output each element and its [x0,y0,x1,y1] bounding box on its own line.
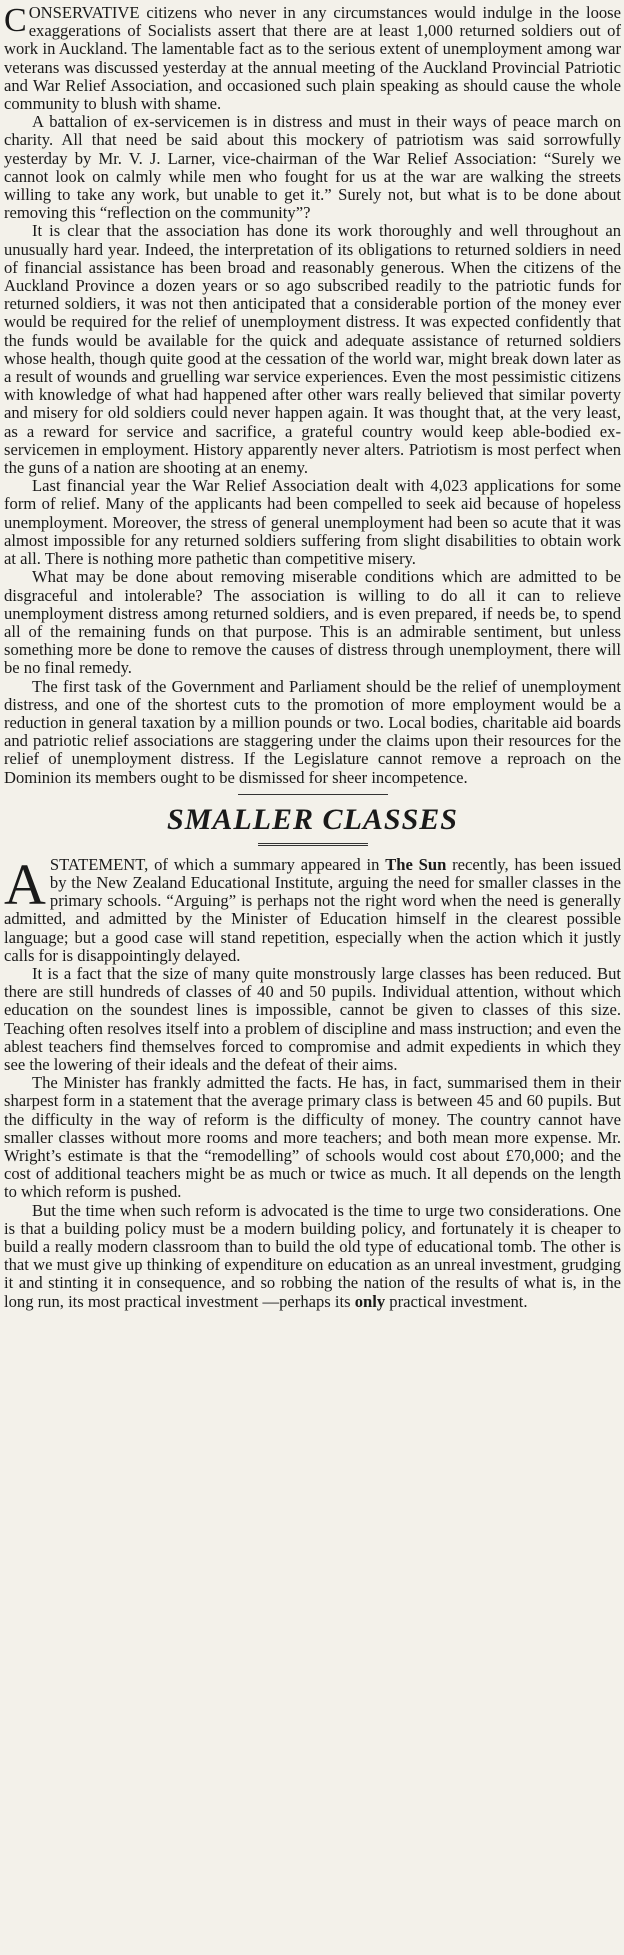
article2-p1-text-a: STATEMENT, of which a summary appeared in [49,854,386,874]
newspaper-name: The Sun [385,854,447,874]
article2-p4-text-b: practical investment. [385,1291,528,1311]
article1-p1-text: ONSERVATIVE citizens who never in any circumstances would indulge in the loose exaggerations of Socialists assert that there are at least 1,000 returned soldiers out of work in Auckland. The lamentable fact as to the serious extent of unemployment among war veterans was discussed yesterday at the annual meeting of the Auckland Provincial Patriotic and War Relief Association, and occasioned such plain speaking as should cause the whole community to blush with shame. [4,3,621,114]
dropcap-c: C [4,2,27,39]
editorial-smaller-classes [4,803,621,1311]
article1-paragraph-3: It is clear that the association has done its work thoroughly and well throughout an unusually hard year. Indeed, the interpretation of its obligations to returned soldiers in need of financial assistance has been broad and reasonably generous. When the citizens of the Auckland Province a dozen years or so ago subscribed readily to the patriotic funds for returned soldiers, it was not then anticipated that a considerable portion of the money ever would be required for the relief of unemployment distress. It was expected confidently that the funds would be available for the quick and adequate assistance of returned soldiers whose health, though quite good at the cessation of the world war, might break down later as a result of wounds and gruelling war service experiences. Even the most pessimistic citizens with knowledge of what had happened after other wars really believed that similar poverty and misery for old soldiers could never happen again. It was thought that, at the very least, as a reward for service and sacrifice, a grateful country would keep able-bodied ex-servicemen in employment. History apparently never alters. Patriotism is most perfect when the guns of a nation are shooting at an enemy. [4,221,621,478]
article2-paragraph-4 [4,1202,621,1311]
dropcap-a: A [4,851,46,917]
headline-smaller-classes: SMALLER CLASSES [167,802,458,836]
editorial-unemployment [4,4,621,787]
article1-paragraph-6: The first task of the Government and Parliament should be the relief of unemployment distress, and one of the shortest cuts to the promotion of more employment would be a reduction in general taxation by a million pounds or two. Local bodies, charitable aid boards and patriotic relief associations are staggering under the claims upon their resources for the relief of unemployment distress. If the Legislature cannot remove a reproach on the Dominion its members ought to be dismissed for sheer incompetence. [4,676,621,787]
article-separator [238,794,388,795]
article2-paragraph-3: The Minister has frankly admitted the facts. He has, in fact, summarised them in their sharpest form in a statement that the average primary class is between 45 and 60 pupils. But the difficulty in the way of reform is the difficulty of money. The country cannot have smaller classes without more rooms and more teachers; and both mean more expense. Mr. Wright’s estimate is that the “remodelling” of schools would cost about £70,000; and the cost of additional teachers might be as much or twice as much. It all depends on the length to which reform is pushed. [4,1073,621,1202]
article2-paragraph-2: It is a fact that the size of many quite monstrously large classes has been reduced. But there are still hundreds of classes of 40 and 50 pupils. Individual attention, without which education on the soundest lines is impossible, cannot be given to classes of this size. Teaching often resolves itself into a problem of discipline and mass instruction; and even the ablest teachers find themselves forced to compromise and admit expedients in which they see the lowering of their ideals and the defeat of their aims. [4,963,621,1074]
article2-paragraph-1 [4,851,621,965]
article2-p4-text-a: But the time when such reform is advocated is the time to urge two considerations. One is that a building policy must be a modern building policy, and fortunately it is cheaper to build a really modern classroom than to build the old type of educational tomb. The other is that we must give up thinking of expenditure on education as an unreal investment, grudging it and stinting it in consequence, and so robbing the nation of the results of what is, in the long run, its most practical investment —perhaps its [4,1200,621,1311]
headline-rule [258,843,368,846]
article1-paragraph-1 [4,4,621,113]
article1-paragraph-4: Last financial year the War Relief Association dealt with 4,023 applications for some form of relief. Many of the applicants had been compelled to seek aid because of hopeless unemployment. Moreover, the stress of general unemployment had been so acute that it was almost impossible for any returned soldiers suffering from slight disabilities to obtain work at all. There is nothing more pathetic than competitive misery. [4,476,621,569]
emphasis-only: only [354,1291,386,1311]
article1-paragraph-2: A battalion of ex-servicemen is in distress and must in their ways of peace march on charity. All that need be said about this mockery of patriotism was said sorrowfully yesterday by Mr. V. J. Larner, vice-chairman of the War Relief Association: “Surely we cannot look on calmly while men who fought for us at the war are walking the streets willing to take any work, but unable to get it.” Surely not, but what is to be done about removing this “reflection on the community”? [4,112,621,223]
article2-p1-text-b: recently, has been issued by the New Zealand Educational Institute, arguing the need for smaller classes in the primary schools. “Arguing” is perhaps not the right word when the need is generally admitted, and admitted by the Minister of Education himself in the clearest possible language; but a good case will stand repetition, especially when the action which it justly calls for is disappointingly delayed. [4,854,621,965]
article1-paragraph-5: What may be done about removing miserable conditions which are admitted to be disgraceful and intolerable? The association is willing to do all it can to relieve unemployment distress among returned soldiers, and is even prepared, if needs be, to spend all of the remaining funds on that purpose. This is an admirable sentiment, but unless something more be done to remove the causes of distress through unemployment, there will be no final remedy. [4,567,621,678]
